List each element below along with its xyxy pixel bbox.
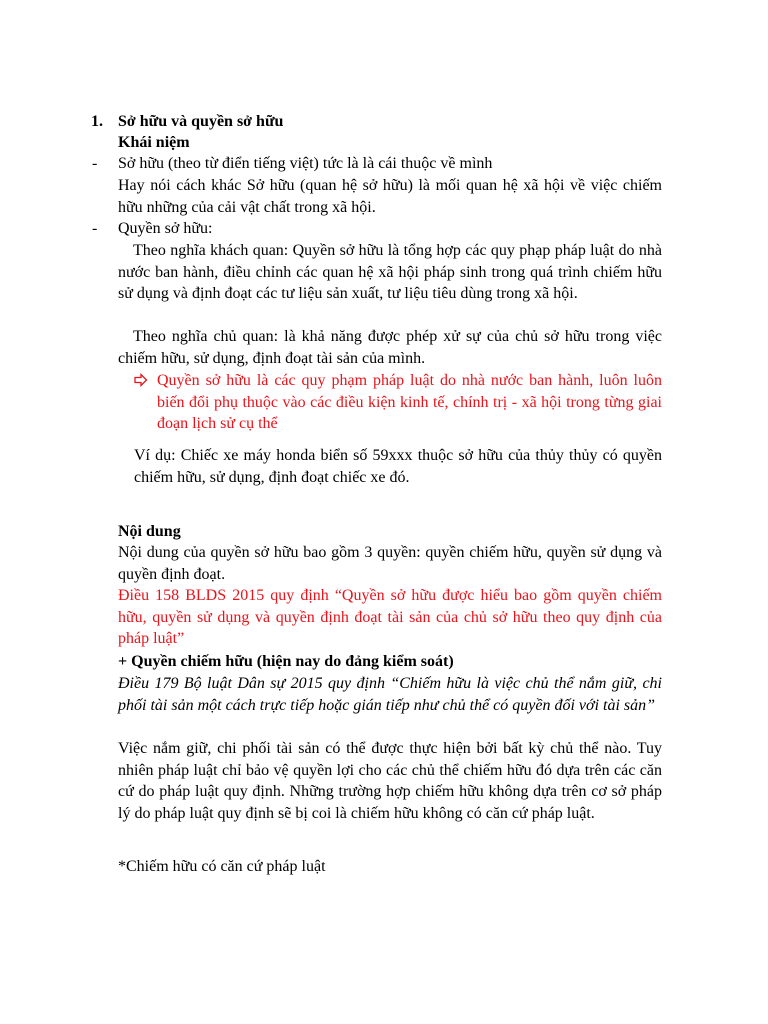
possession-explanation: Việc nắm giữ, chi phối tài sản có thể được thực hiện bởi bất kỳ chủ thể nào. Tuy nhiên pháp luật chỉ bảo vệ quyền lợi cho các chủ thể chiếm hữu đó dựa trên các căn cứ do pháp luật quy định. Những trường hợp chiếm hữu không dựa trên cơ sở pháp lý do pháp luật quy định sẽ bị coi là chiếm hữu không có căn cứ pháp luật. bbox=[118, 740, 662, 822]
bullet-marker: - bbox=[92, 220, 98, 237]
ownership-right-label: Quyền sở hữu: bbox=[118, 220, 213, 237]
bullet-marker: - bbox=[92, 155, 98, 172]
article-158-quote: Điều 158 BLDS 2015 quy định “Quyền sở hữu được hiểu bao gồm quyền chiếm hữu, quyền sử dụng và quyền định đoạt tài sản của chủ sở hữu theo quy định của pháp luật” bbox=[118, 587, 662, 647]
section-title: Sở hữu và quyền sở hữu bbox=[118, 113, 284, 130]
ownership-example: Ví dụ: Chiếc xe máy honda biển số 59xxx thuộc sở hữu của thủy thủy có quyền chiếm hữu, sử dụng, định đoạt chiếc xe đó. bbox=[134, 447, 662, 486]
possession-heading: + Quyền chiếm hữu (hiện nay do đảng kiểm soát) bbox=[114, 653, 454, 670]
section-number: 1. bbox=[91, 113, 103, 130]
ownership-definition: Sở hữu (theo từ điển tiếng việt) tức là là cái thuộc về mình bbox=[118, 155, 493, 172]
objective-meaning: Theo nghĩa khách quan: Quyền sở hữu là tổng hợp các quy phạp pháp luật do nhà nước ban hành, điều chỉnh các quan hệ xã hội pháp sinh trong quá trình chiếm hữu sử dụng và định đoạt các tư liệu sản xuất, tư liệu tiêu dùng trong xã hội. bbox=[118, 242, 662, 302]
lawful-possession-heading: *Chiếm hữu có căn cứ pháp luật bbox=[118, 858, 326, 875]
subjective-meaning: Theo nghĩa chủ quan: là khả năng được phép xử sự của chủ sở hữu trong việc chiếm hữu, sử dụng, định đoạt tài sản của mình. bbox=[118, 328, 662, 367]
ownership-explanation: Hay nói cách khác Sở hữu (quan hệ sở hữu) là mối quan hệ xã hội về việc chiếm hữu những của cải vật chất trong xã hội. bbox=[118, 177, 662, 216]
ownership-conclusion: Quyền sở hữu là các quy phạm pháp luật do nhà nước ban hành, luôn luôn biến đổi phụ thuộc vào các điều kiện kinh tế, chính trị - xã hội trong từng giai đoạn lịch sử cụ thể bbox=[157, 372, 662, 432]
concept-heading: Khái niệm bbox=[118, 134, 190, 151]
content-intro: Nội dung của quyền sở hữu bao gồm 3 quyền: quyền chiếm hữu, quyền sử dụng và quyền định đoạt. bbox=[118, 544, 662, 583]
content-heading: Nội dung bbox=[118, 523, 181, 540]
right-arrow-outline-icon bbox=[134, 373, 148, 387]
article-179-quote: Điều 179 Bộ luật Dân sự 2015 quy định “Chiếm hữu là việc chủ thể nắm giữ, chi phối tài sản một cách trực tiếp hoặc gián tiếp như chủ thể có quyền đối với tài sản” bbox=[118, 675, 662, 714]
